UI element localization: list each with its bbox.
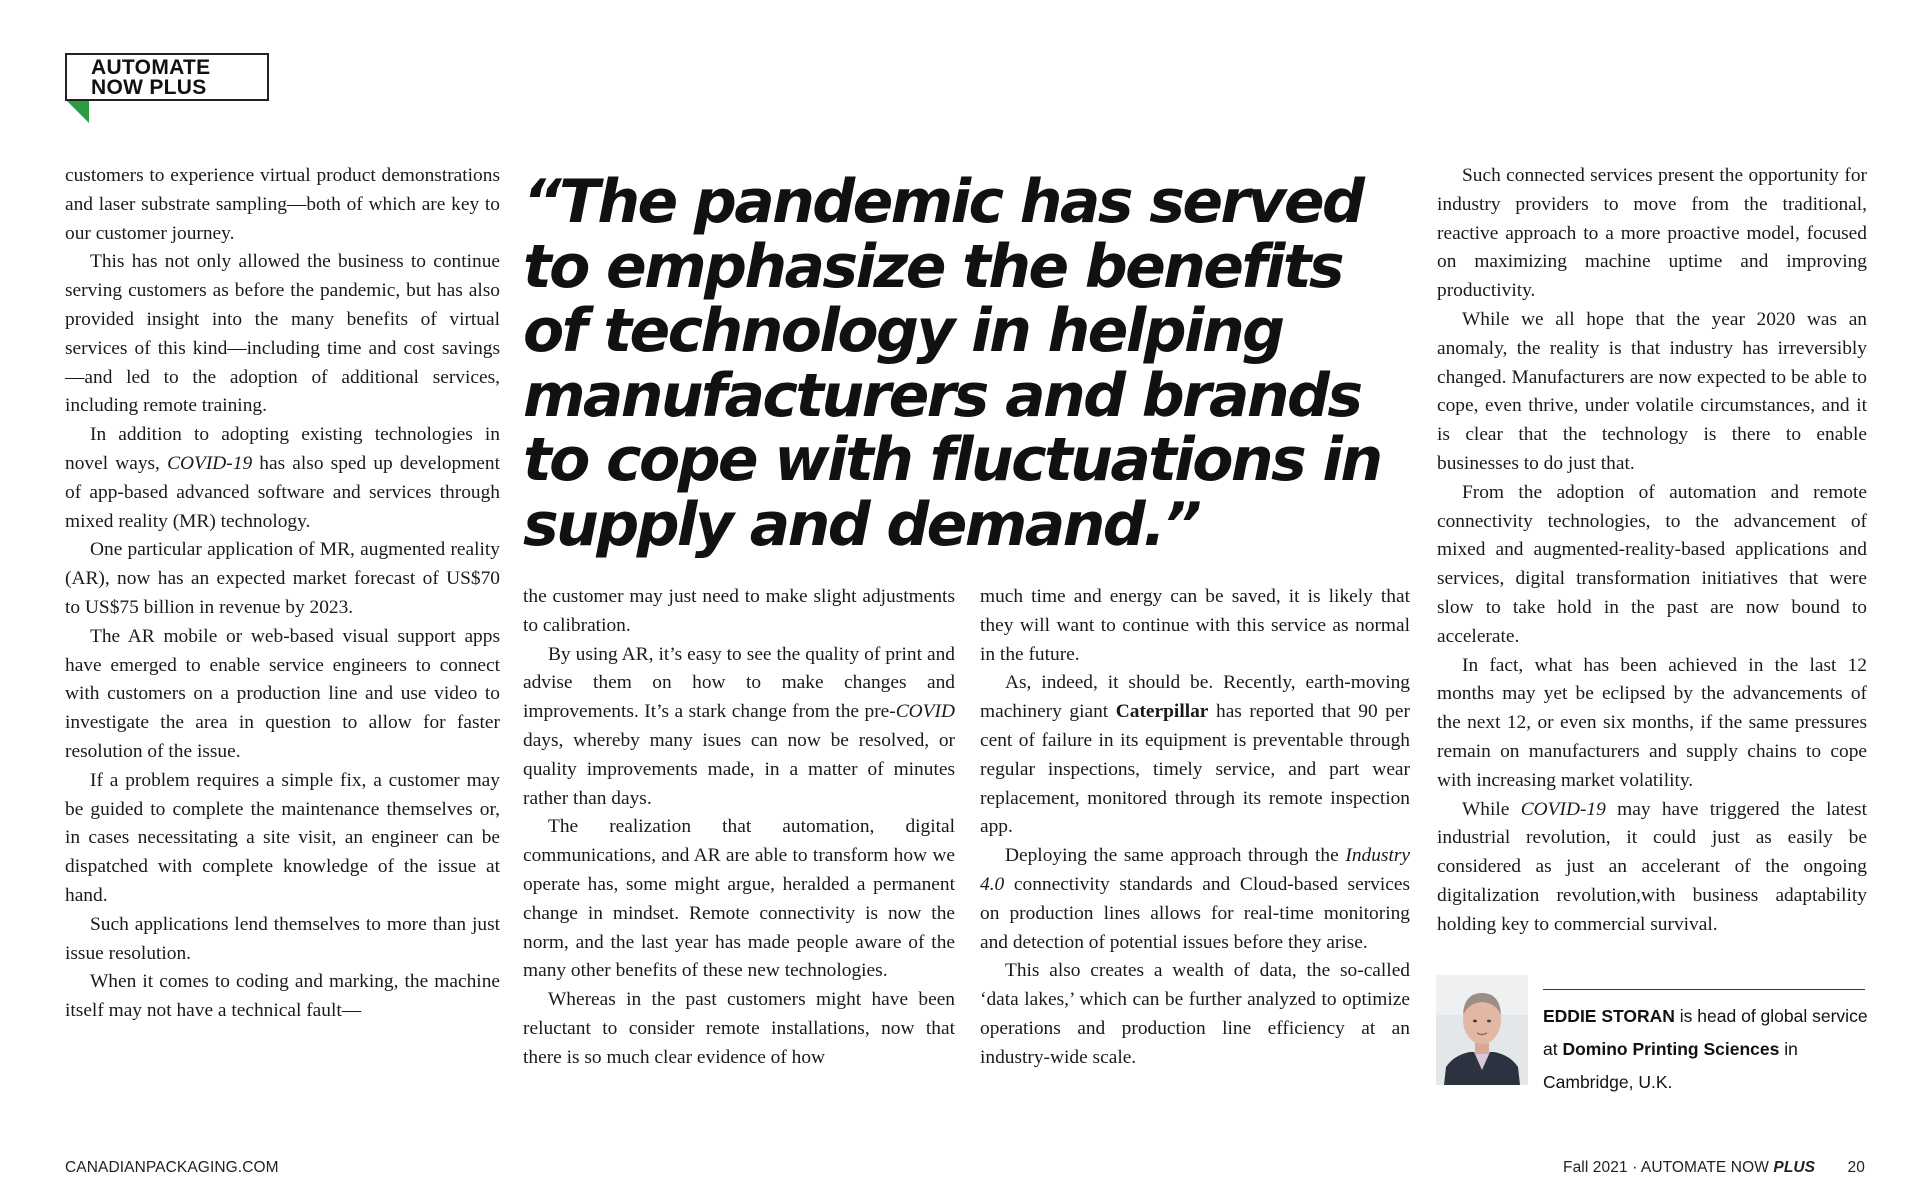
article-column-1 [65,162,500,1026]
article-column-2 [523,583,955,1073]
emphasis-covid-19: COVID-19 [1520,798,1606,820]
paragraph-text: may have triggered the latest industrial revolution, it could just as easily be considered as just an accelerant of the ongoing digitalization revolution,with business adaptability holding key to commercial survival. [1437,798,1867,935]
paragraph: customers to experience virtual product demonstrations and laser substrate sampling—both of which are key to our customer journey. [65,165,500,244]
author-company: Domino Printing Sciences [1562,1039,1780,1059]
paragraph: This has not only allowed the business to continue serving customers as before the pandemic, but has also provided insight into the many benefits of virtual services of this kind—including time and cost savings—and led to the adoption of additional services, including remote training. [65,251,500,417]
paragraph-text: In addition to adopting existing technologies in novel ways, [65,424,500,474]
paragraph: This also creates a wealth of data, the so-called ‘data lakes,’ which can be further analyzed to optimize operations and production line efficiency at an industry-wide scale. [980,960,1410,1068]
paragraph: much time and energy can be saved, it is likely that they will want to continue with this service as normal in the future. [980,586,1410,665]
emphasis-covid-19: COVID-19 [167,452,253,474]
author-photo [1436,975,1528,1085]
author-bio-divider [1543,989,1865,990]
paragraph: One particular application of MR, augmented reality (AR), now has an expected market forecast of US$70 to US$75 billion in revenue by 2023. [65,539,500,618]
company-caterpillar: Caterpillar [1115,701,1209,723]
paragraph-text: As, indeed, it should be. Recently, earth-moving machinery giant [980,672,1410,723]
pull-quote: “The pandemic has served to emphasize the benefits of technology in helping manufacturers and brands to cope with fluctuations in supply and demand.” [523,167,1381,560]
paragraph-text: days, whereby many isues can now be resolved, or quality improvements made, in a matter of minutes rather than days. [523,729,955,809]
paragraph: the customer may just need to make slight adjustments to calibration. [523,586,955,636]
page-number: 20 [1847,1159,1865,1176]
paragraph-text: has also sped up development of app-based advanced software and services through mixed reality (MR) technology. [65,452,500,532]
paragraph: While we all hope that the year 2020 was an anomaly, the reality is that industry has irreversibly changed. Manufacturers are now expected to be able to cope, even thrive, under volatile circumstances, and it is clear that the technology is there to enable businesses to do just that. [1437,308,1867,474]
paragraph-text: While [1462,798,1510,820]
author-bio [1543,1000,1873,1099]
paragraph: From the adoption of automation and remote connectivity technologies, to the advancement of mixed and augmented-reality-based applications and services, digital transformation initiatives that were slow to take hold in the past are now bound to accelerate. [1437,481,1867,647]
paragraph: Such applications lend themselves to more than just issue resolution. [65,913,500,964]
article-column-3 [980,583,1410,1073]
paragraph: The realization that automation, digital communications, and AR are able to transform how we operate has, some might argue, heralded a permanent change in mindset. Remote connectivity is now the norm, and the last year has made people aware of the many other benefits of these new technologies. [523,816,955,982]
paragraph-text: has reported that 90 per cent of failure in its equipment is preventable through regular inspections, timely service, and part wear replacement, monitored through its remote inspection app. [980,701,1410,838]
section-tag-corner-triangle [67,101,89,123]
section-tag-line-1: AUTOMATE [91,56,211,79]
paragraph: In fact, what has been achieved in the last 12 months may yet be eclipsed by the advancements of the next 12, or even six months, if the same pressures remain on manufacturers and supply chains to cope with increasing market volatility. [1437,654,1867,791]
paragraph [65,421,500,536]
emphasis-industry-4: Industry 4.0 [980,845,1410,895]
paragraph: Whereas in the past customers might have been reluctant to consider remote installations, now that there is so much clear evidence of how [523,989,955,1068]
paragraph [980,669,1410,842]
author-name: EDDIE STORAN [1543,1006,1675,1026]
footer-issue [1563,1159,1865,1177]
paragraph-text: connectivity standards and Cloud-based services on production lines allows for real-time monitoring and detection of potential issues before they arise. [980,873,1410,953]
footer-website: CANADIANPACKAGING.COM [65,1159,279,1176]
paragraph-text: Deploying the same approach through the [1005,845,1339,867]
paragraph [980,842,1410,957]
author-portrait-illustration [1436,975,1528,1085]
paragraph-text: By using AR, it’s easy to see the quality of print and advise them on how to make changes and improvements. It’s a stark change from the pre- [523,643,955,723]
author-bio-text: is head of global service at [1543,1006,1868,1059]
section-tag [65,53,269,101]
author-location: in Cambridge, U.K. [1543,1039,1798,1092]
footer-plus: PLUS [1773,1159,1816,1176]
footer-issue-text: Fall 2021 · AUTOMATE NOW [1563,1159,1769,1176]
section-tag-line-2: NOW PLUS [91,76,207,99]
article-column-4 [1437,162,1867,940]
paragraph: The AR mobile or web-based visual support apps have emerged to enable service engineers to connect with customers on a production line and use video to investigate the area in question to allow for faster resolution of the issue. [65,625,500,762]
paragraph: If a problem requires a simple fix, a customer may be guided to complete the maintenance themselves or, in cases necessitating a site visit, an engineer can be dispatched with complete knowledge of the issue at hand. [65,769,500,906]
paragraph: Such connected services present the opportunity for industry providers to move from the traditional, reactive approach to a more proactive model, focused on maximizing machine uptime and improving productivity. [1437,165,1867,302]
paragraph [523,641,955,814]
paragraph [1437,796,1867,940]
emphasis-covid: COVID [895,701,955,723]
paragraph: When it comes to coding and marking, the machine itself may not have a technical fault— [65,971,500,1022]
